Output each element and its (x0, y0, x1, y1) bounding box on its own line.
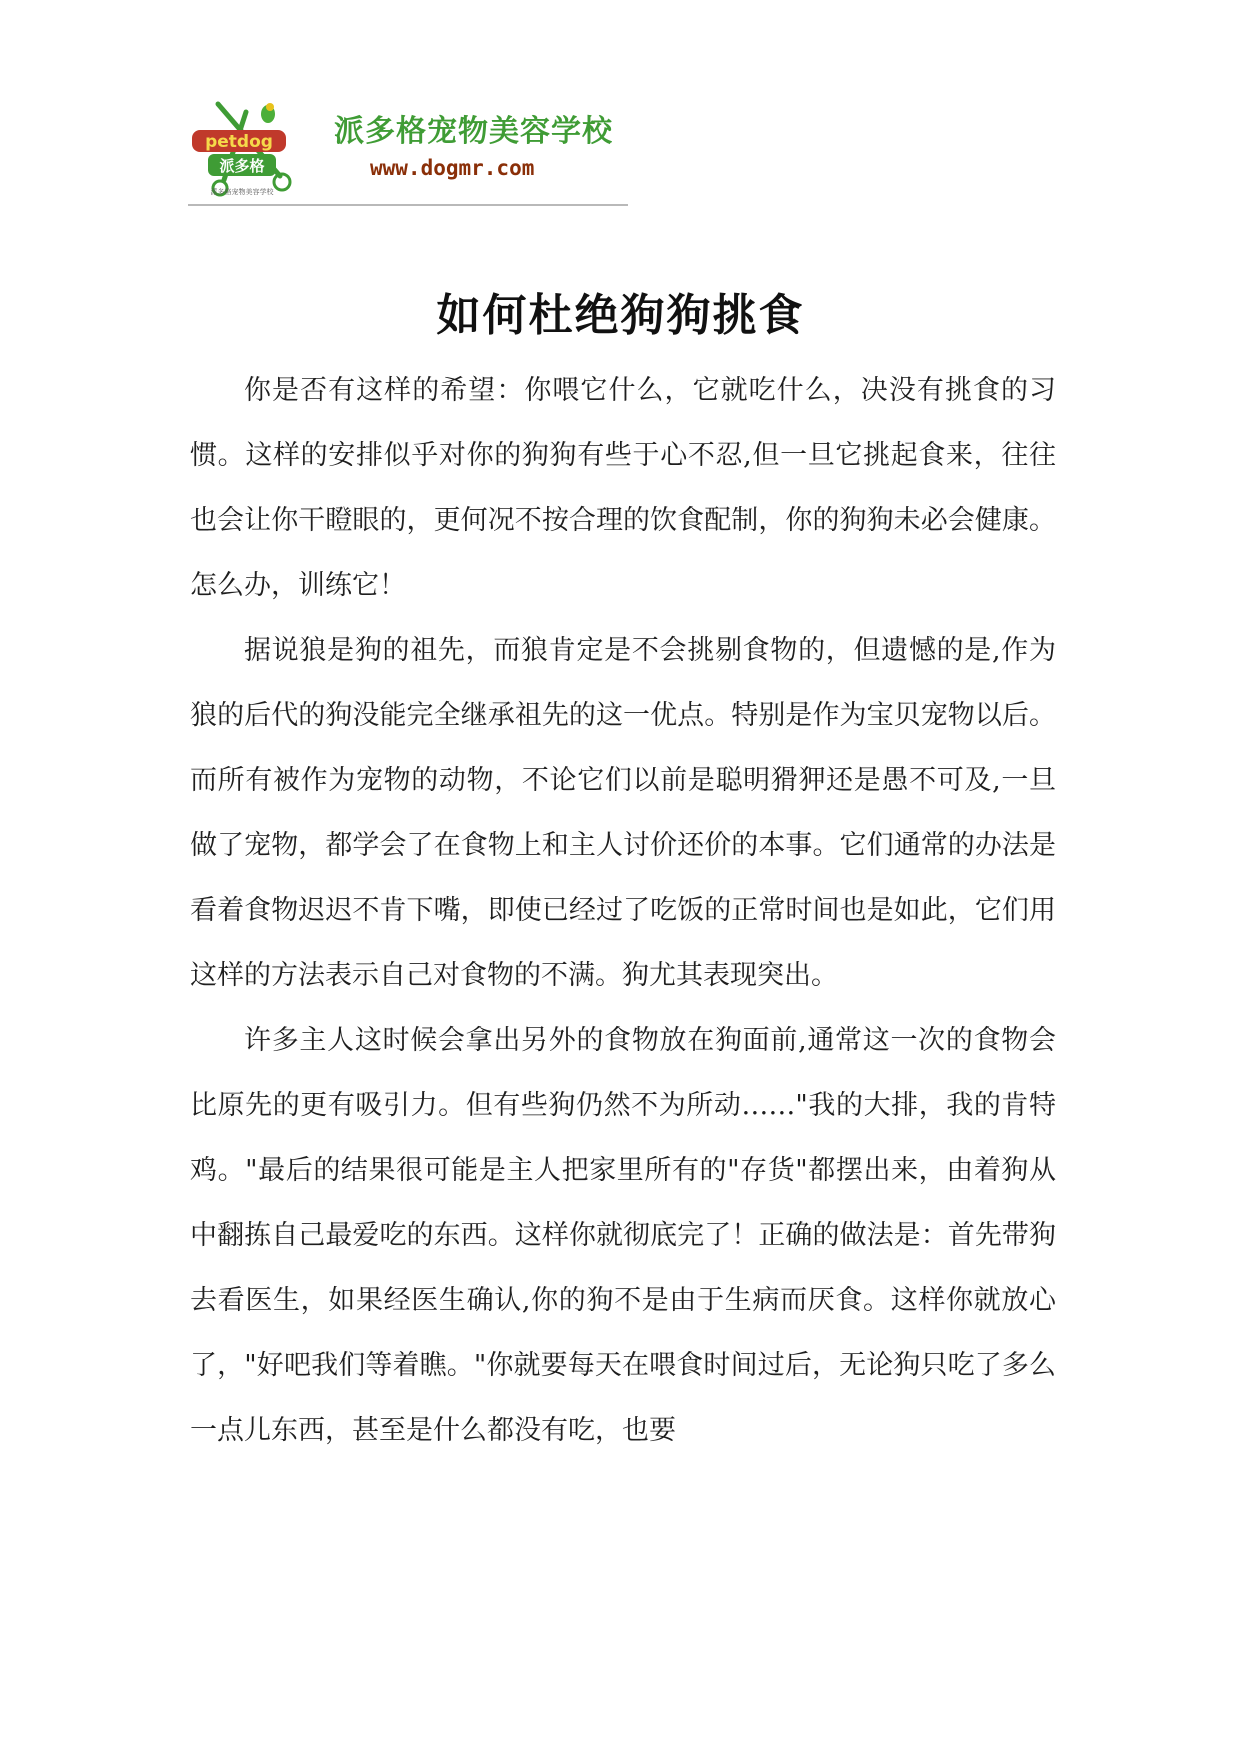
school-name: 派多格宠物美容学校 (334, 114, 613, 149)
school-url: www.dogmr.com (370, 156, 535, 180)
scissors-logo-icon (188, 96, 308, 200)
svg-text:petdog: petdog (205, 132, 273, 152)
svg-text:派多格: 派多格 (219, 157, 265, 175)
paragraph-2: 据说狼是狗的祖先，而狼肯定是不会挑剔食物的，但遗憾的是,作为狼的后代的狗没能完全继承祖先的这一优点。特别是作为宝贝宠物以后。而所有被作为宠物的动物，不论它们以前是聪明猾狎还是愚不可及,一旦做了宠物，都学会了在食物上和主人讨价还价的本事。它们通常的办法是看着食物迟迟不肯下嘴，即使已经过了吃饭的正常时间也是如此，它们用这样的方法表示自己对食物的不满。狗尤其表现突出。 (190, 635, 1056, 991)
paragraph-1: 你是否有这样的希望：你喂它什么，它就吃什么，决没有挑食的习惯。这样的安排似乎对你的狗狗有些于心不忍,但一旦它挑起食来，往往也会让你干瞪眼的，更何况不按合理的饮食配制，你的狗狗未必会健康。怎么办，训练它！ (190, 375, 1056, 601)
paragraph-3: 许多主人这时候会拿出另外的食物放在狗面前,通常这一次的食物会比原先的更有吸引力。但有些狗仍然不为所动……"我的大排，我的肯特鸡。"最后的结果很可能是主人把家里所有的"存货"都摆出来，由着狗从中翻拣自己最爱吃的东西。这样你就彻底完了！正确的做法是：首先带狗去看医生，如果经医生确认,你的狗不是由于生病而厌食。这样你就放心了，"好吧我们等着瞧。"你就要每天在喂食时间过后，无论狗只吃了多么一点儿东西，甚至是什么都没有吃，也要 (190, 1025, 1056, 1446)
svg-text:派多格宠物美容学校: 派多格宠物美容学校 (210, 188, 274, 196)
article-title: 如何杜绝狗狗挑食 (436, 290, 805, 342)
letterhead (188, 96, 628, 206)
article-body (190, 358, 1056, 1463)
petdog-logo (188, 96, 308, 200)
